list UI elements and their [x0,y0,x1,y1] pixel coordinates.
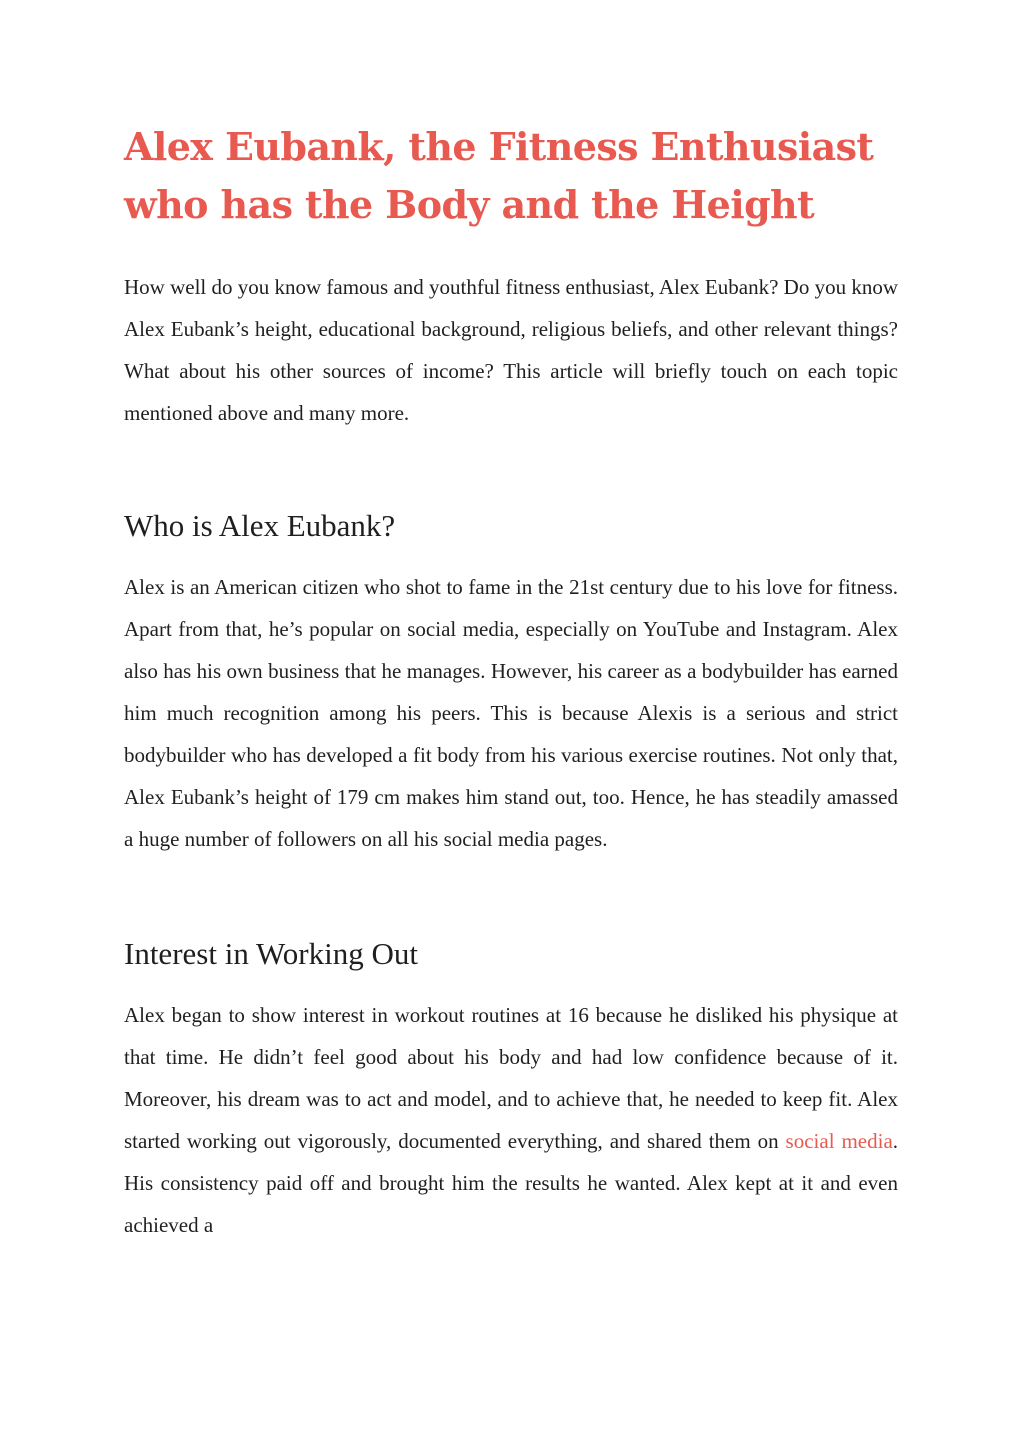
interest-text-after-link: . His consistency paid off and brought him the results he wanted. Alex kept at it and even achieved a [124,1129,899,1237]
article [124,118,898,1246]
article-title-line-1: Alex Eubank, the Fitness Enthusiast [124,124,874,169]
section-body-interest [124,994,898,1246]
article-title [124,118,898,234]
intro-paragraph: How well do you know famous and youthful fitness enthusiast, Alex Eubank? Do you know Alex Eubank’s height, educational background, religious beliefs, and other relevant things? What about his other sources of income? This article will briefly touch on each topic mentioned above and many more. [124,275,898,425]
section-heading-interest: Interest in Working Out [124,936,418,971]
article-title-line-2: who has the Body and the Height [124,182,815,227]
social-media-link[interactable]: social media [785,1129,893,1153]
interest-text-before-link: Alex began to show interest in workout routines at 16 because he disliked his physique at that time. He didn’t feel good about his body and had low confidence because of it. Moreover, his dream was to act and model, and to achieve that, he needed to keep fit. Alex started working out vigorously, documented everything, and shared them on [124,1003,898,1153]
section-heading-who-is: Who is Alex Eubank? [124,508,396,543]
section-body-who-is: Alex is an American citizen who shot to fame in the 21st century due to his love for fitness. Apart from that, he’s popular on social media, especially on YouTube and Instagram. Alex also has his own business that he manages. However, his career as a bodybuilder has earned him much recognition among his peers. This is because Alexis is a serious and strict bodybuilder who has developed a fit body from his various exercise routines. Not only that, Alex Eubank’s height of 179 cm makes him stand out, too. Hence, he has steadily amassed a huge number of followers on all his social media pages. [124,575,898,851]
